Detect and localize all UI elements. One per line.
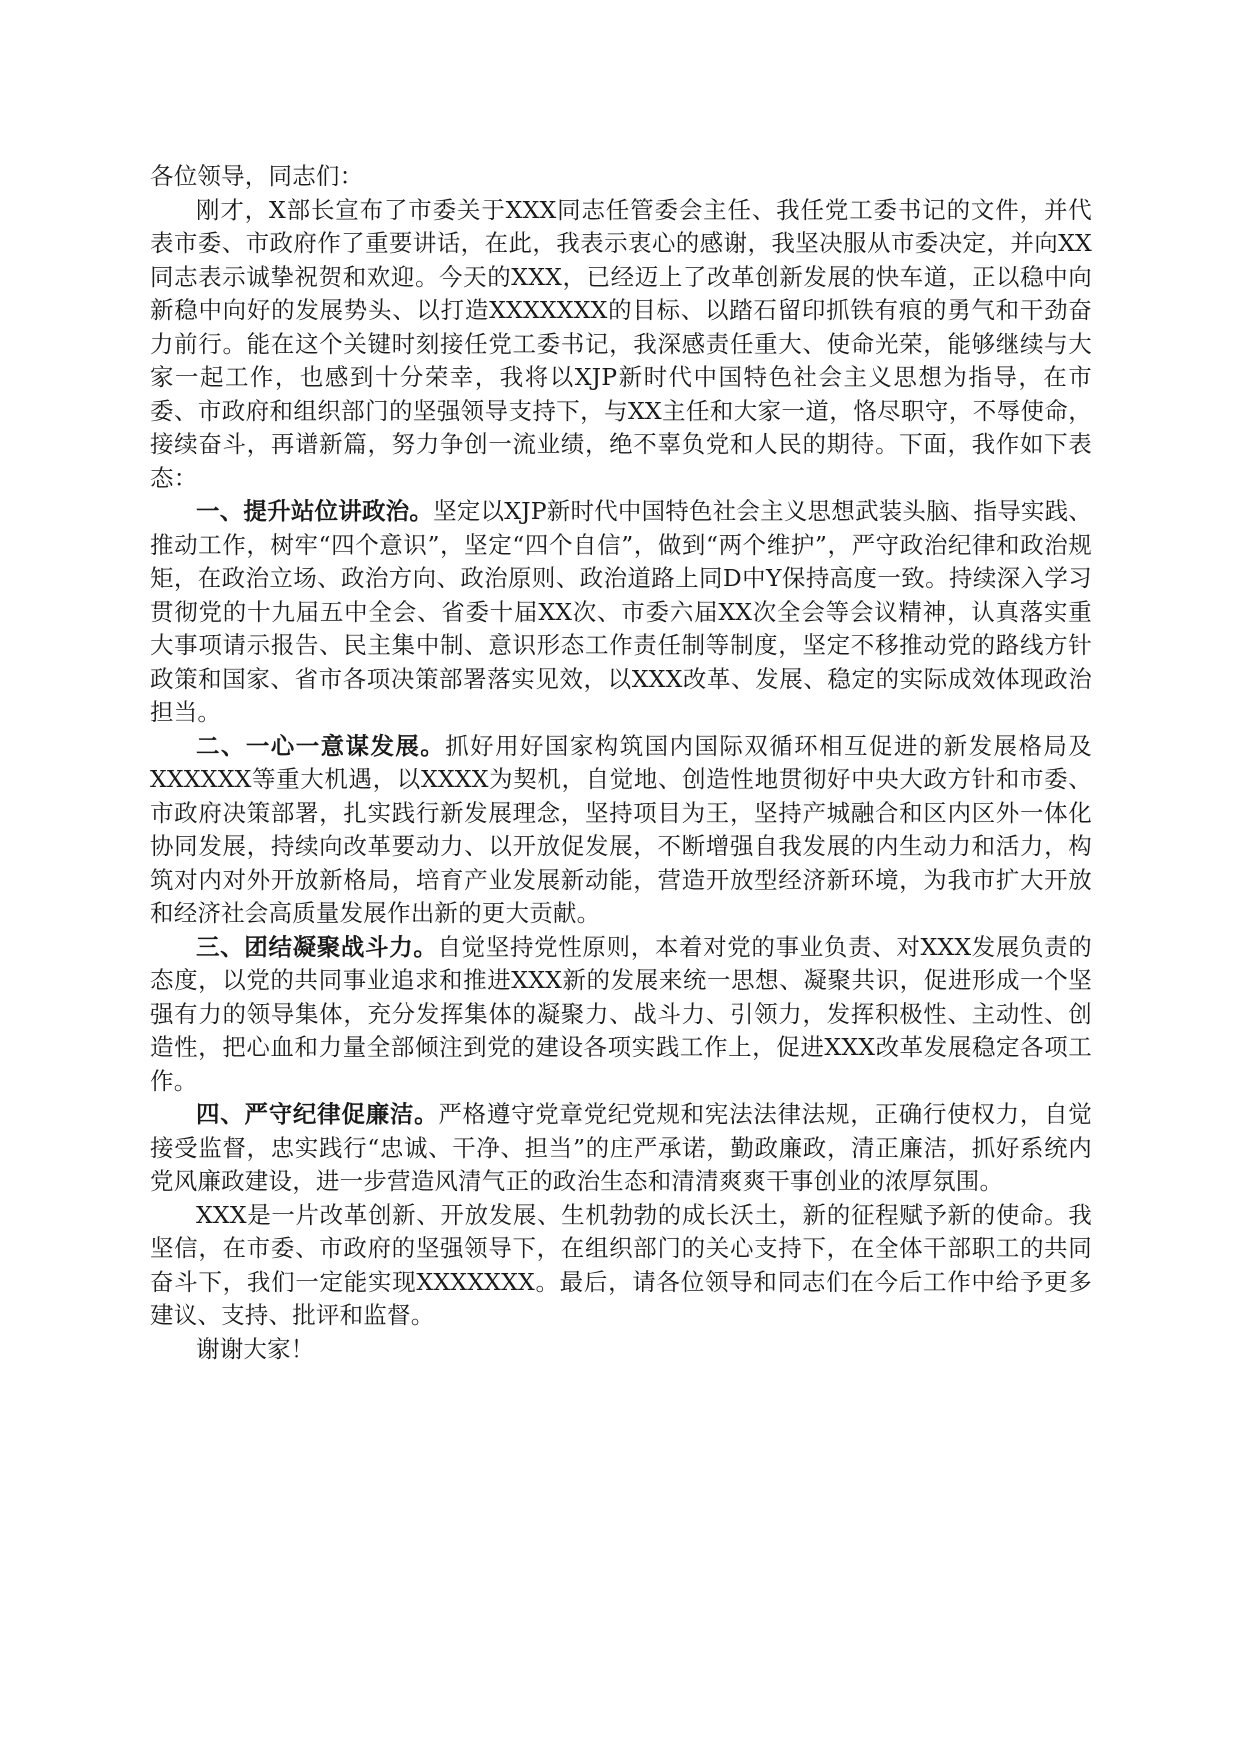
section-2: [150, 730, 1092, 931]
section-2-body: 抓好用好国家构筑国内国际双循环相互促进的新发展格局及XXXXXX等重大机遇，以XXXX为契机，自觉地、创造性地贯彻好中央大政方针和市委、市政府决策部署，扎实践行新发展理念，坚持项目为王，坚持产城融合和区内区外一体化协同发展，持续向改革要动力、以开放促发展，不断增强自我发展的内生动力和活力，构筑对内对外开放新格局，培育产业发展新动能，营造开放型经济新环境，为我市扩大开放和经济社会高质量发展作出新的更大贡献。: [150, 731, 1093, 927]
thanks-line: 谢谢大家！: [196, 1334, 315, 1363]
section-3: [150, 931, 1092, 1099]
section-1-heading: 一、提升站位讲政治。: [196, 497, 434, 525]
document-page: [150, 160, 1092, 1366]
section-3-heading: 三、团结凝聚战斗力。: [196, 932, 438, 961]
section-1-body: 坚定以XJP新时代中国特色社会主义思想武装头脑、指导实践、推动工作，树牢“四个意识”，坚定“四个自信”，做到“两个维护”，严守政治纪律和政治规矩，在政治立场、政治方向、政治原则、政治道路上同D中Y保持高度一致。持续深入学习贯彻党的十九届五中全会、省委十届XX次、市委六届XX次全会等会议精神，认真落实重大事项请示报告、民主集中制、意识形态工作责任制等制度，坚定不移推动党的路线方针政策和国家、省市各项决策部署落实见效，以XXX改革、发展、稳定的实际成效体现政治担当。: [150, 497, 1093, 726]
section-2-heading: 二、一心一意谋发展。: [196, 731, 446, 760]
section-1: [150, 495, 1092, 730]
section-4-body: 严格遵守党章党纪党规和宪法法律法规，正确行使权力，自觉接受监督，忠实践行“忠诚、干净、担当”的庄严承诺，勤政廉政，清正廉洁，抓好系统内党风廉政建设，进一步营造风清气正的政治生态和清清爽爽干事创业的浓厚氛围。: [150, 1100, 1093, 1195]
closing-paragraph: XXX是一片改革创新、开放发展、生机勃勃的成长沃土，新的征程赋予新的使命。我坚信，在市委、市政府的坚强领导下，在组织部门的关心支持下，在全体干部职工的共同奋斗下，我们一定能实现XXXXXXX。最后，请各位领导和同志们在今后工作中给予更多建议、支持、批评和监督。: [150, 1200, 1092, 1329]
section-3-body: 自觉坚持党性原则，本着对党的事业负责、对XXX发展负责的态度，以党的共同事业追求和推进XXX新的发展来统一思想、凝聚共识，促进形成一个坚强有力的领导集体，充分发挥集体的凝聚力、战斗力、引领力，发挥积极性、主动性、创造性，把心血和力量全部倾注到党的建设各项实践工作上，促进XXX改革发展稳定各项工作。: [150, 932, 1093, 1095]
intro-paragraph: 刚才，X部长宣布了市委关于XXX同志任管委会主任、我任党工委书记的文件，并代表市委、市政府作了重要讲话，在此，我表示衷心的感谢，我坚决服从市委决定，并向XX同志表示诚挚祝贺和欢迎。今天的XXX，已经迈上了改革创新发展的快车道，正以稳中向新稳中向好的发展势头、以打造XXXXXXX的目标、以踏石留印抓铁有痕的勇气和干劲奋力前行。能在这个关键时刻接任党工委书记，我深感责任重大、使命光荣，能够继续与大家一起工作，也感到十分荣幸，我将以XJP新时代中国特色社会主义思想为指导，在市委、市政府和组织部门的坚强领导支持下，与XX主任和大家一道，恪尽职守，不辱使命，接续奋斗，再谱新篇，努力争创一流业绩，绝不辜负党和人民的期待。下面，我作如下表态：: [150, 195, 1092, 492]
section-4: [150, 1098, 1092, 1199]
section-4-heading: 四、严守纪律促廉洁。: [196, 1100, 439, 1128]
salutation: 各位领导，同志们：: [150, 162, 364, 190]
